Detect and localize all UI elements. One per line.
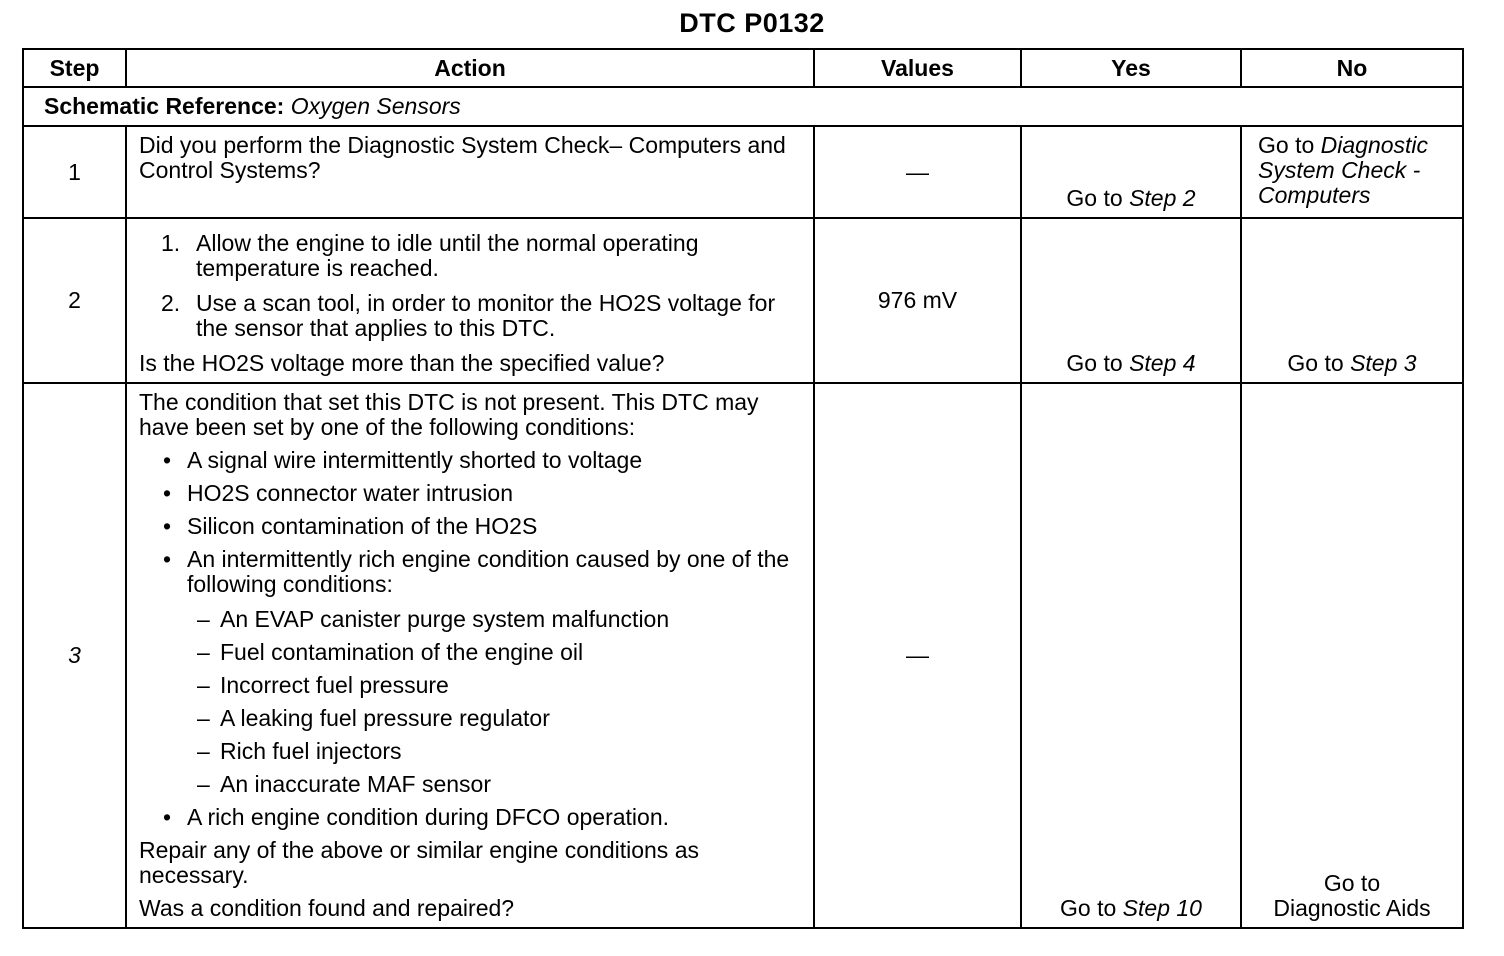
step-value: —	[814, 126, 1021, 218]
schematic-value: Oxygen Sensors	[290, 93, 461, 119]
goto-diagnostic-aids-link[interactable]: Diagnostic Aids	[1273, 895, 1431, 921]
goto-step-link[interactable]: Step 3	[1350, 350, 1417, 376]
bullet-list	[139, 448, 803, 830]
goto-step-link[interactable]: Step 2	[1129, 185, 1196, 211]
schematic-label: Schematic Reference:	[44, 93, 285, 119]
goto-label: Go to	[1066, 350, 1123, 376]
sub-list-item: – An inaccurate MAF sensor	[197, 771, 492, 797]
sub-list-item: – Rich fuel injectors	[197, 738, 402, 764]
step-row-2	[23, 218, 1463, 383]
list-item: • A signal wire intermittently shorted to voltage	[163, 447, 643, 473]
header-yes: Yes	[1021, 49, 1241, 87]
list-item: • A rich engine condition during DFCO operation.	[163, 804, 670, 830]
header-action: Action	[126, 49, 814, 87]
step-action	[126, 383, 814, 928]
numbered-list	[139, 231, 803, 341]
sub-list-item: – A leaking fuel pressure regulator	[197, 705, 550, 731]
step-number: 1	[23, 126, 126, 218]
goto-label: Go to	[1060, 895, 1117, 921]
goto-label: Go to	[1287, 350, 1344, 376]
sub-list-item: – Fuel contamination of the engine oil	[197, 639, 584, 665]
step-no	[1241, 218, 1463, 383]
list-item: • Silicon contamination of the HO2S	[163, 513, 538, 539]
sub-list	[139, 607, 803, 797]
header-values: Values	[814, 49, 1021, 87]
step-yes	[1021, 218, 1241, 383]
sub-list-item: – Incorrect fuel pressure	[197, 672, 449, 698]
step-row-3	[23, 383, 1463, 928]
page-title: DTC P0132	[679, 8, 825, 38]
schematic-row	[23, 87, 1463, 126]
step-repair-note: Repair any of the above or similar engine conditions as necessary.	[139, 837, 699, 888]
step-action	[126, 218, 814, 383]
header-step: Step	[23, 49, 126, 87]
goto-step-link[interactable]: Step 4	[1129, 350, 1196, 376]
step-action	[126, 126, 814, 218]
diagnostic-table	[22, 48, 1464, 929]
step-value: —	[814, 383, 1021, 928]
schematic-reference	[23, 87, 1463, 126]
list-item: 1. Allow the engine to idle until the normal operating temperature is reached.	[161, 230, 699, 281]
goto-step-link[interactable]: Step 10	[1122, 895, 1202, 921]
step-number: 2	[23, 218, 126, 383]
list-item: • HO2S connector water intrusion	[163, 480, 513, 506]
step-yes	[1021, 126, 1241, 218]
step-question: Was a condition found and repaired?	[139, 895, 515, 921]
step-number: 3	[23, 383, 126, 928]
step-no	[1241, 383, 1463, 928]
header-no: No	[1241, 49, 1463, 87]
list-item: • An intermittently rich engine condition caused by one of the following conditions:	[163, 546, 790, 597]
step-intro: The condition that set this DTC is not present. This DTC may have been set by one of the following conditions:	[139, 389, 759, 440]
goto-label: Go to	[1258, 132, 1315, 158]
step-value: 976 mV	[814, 218, 1021, 383]
step-question: Is the HO2S voltage more than the specified value?	[139, 350, 665, 376]
list-item: 2. Use a scan tool, in order to monitor the HO2S voltage for the sensor that applies to this DTC.	[161, 290, 776, 341]
goto-diagnostic-check-link[interactable]: Diagnostic System Check - Computers	[1258, 132, 1429, 208]
goto-label: Go to	[1066, 185, 1123, 211]
step-no	[1241, 126, 1463, 218]
goto-label: Go to	[1323, 870, 1381, 896]
sub-list-item: – An EVAP canister purge system malfunction	[197, 606, 670, 632]
step-question: Did you perform the Diagnostic System Check– Computers and Control Systems?	[139, 132, 786, 183]
step-row-1	[23, 126, 1463, 218]
step-yes	[1021, 383, 1241, 928]
header-row	[23, 49, 1463, 87]
